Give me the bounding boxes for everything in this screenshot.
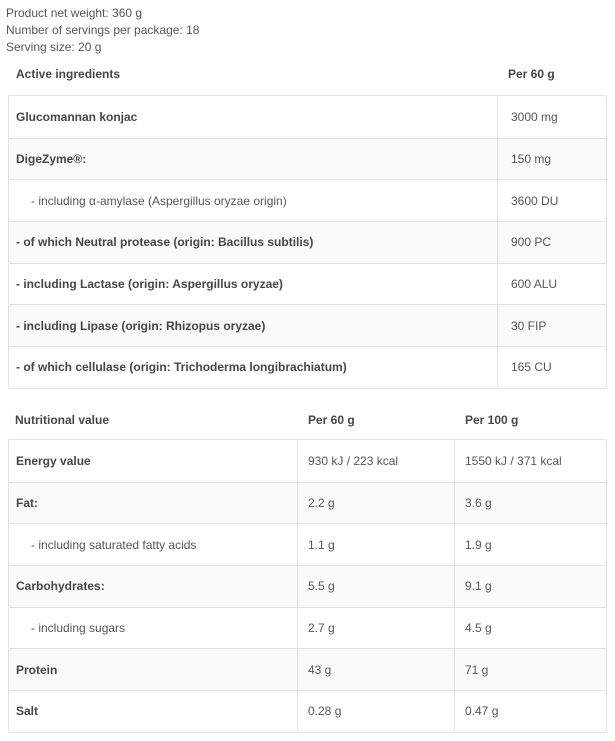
table-row	[9, 690, 606, 732]
table-row	[9, 304, 606, 346]
ingredient-label: - including Lipase (origin: Rhizopus oryzae)	[9, 305, 498, 346]
value-per-100g: 4.5 g	[465, 620, 492, 635]
value-per-100g: 1550 kJ / 371 kcal	[465, 453, 562, 468]
value-per-100g: 71 g	[465, 662, 489, 677]
table-row	[9, 96, 606, 138]
active-ingredients-header-row	[0, 67, 615, 80]
table-row	[9, 648, 606, 690]
table-row	[9, 138, 606, 180]
nutritional-per-60g-header: Per 60 g	[308, 412, 355, 427]
table-row	[9, 523, 606, 565]
active-ingredients-per-60g-header: Per 60 g	[508, 67, 555, 81]
ingredient-label: - of which cellulase (origin: Trichoderma longibrachiatum)	[9, 347, 498, 388]
product-net-weight: Product net weight: 360 g	[6, 6, 143, 20]
ingredient-label: Glucomannan konjac	[9, 96, 498, 138]
product-info	[0, 0, 615, 56]
ingredient-amount: 3000 mg	[511, 109, 558, 124]
servings-per-package: Number of servings per package: 18	[6, 23, 200, 37]
ingredient-amount: 3600 DU	[511, 193, 559, 208]
nutrient-label: Fat:	[9, 483, 298, 524]
nutrient-label: Energy value	[9, 440, 298, 482]
nutritional-value-title: Nutritional value	[15, 412, 110, 427]
table-row	[9, 565, 606, 607]
nutritional-value-table	[8, 439, 607, 733]
nutrient-label: Carbohydrates:	[9, 566, 298, 607]
ingredient-amount: 165 CU	[511, 360, 552, 375]
nutrient-label: Protein	[9, 649, 298, 690]
value-per-60g: 2.7 g	[298, 608, 455, 649]
value-per-60g: 1.1 g	[298, 524, 455, 565]
ingredient-label: - of which Neutral protease (origin: Bacillus subtilis)	[9, 222, 498, 263]
value-per-100g: 0.47 g	[465, 704, 499, 719]
serving-size: Serving size: 20 g	[6, 40, 102, 54]
ingredient-amount: 150 mg	[511, 152, 552, 167]
value-per-60g: 43 g	[298, 649, 455, 690]
ingredient-label: - including Lactase (origin: Aspergillus oryzae)	[9, 264, 498, 305]
ingredient-label: - including α-amylase (Aspergillus oryzae origin)	[9, 180, 498, 221]
value-per-100g: 1.9 g	[465, 537, 492, 552]
value-per-100g: 9.1 g	[465, 579, 492, 594]
value-per-60g: 0.28 g	[298, 691, 455, 732]
active-ingredients-table	[8, 95, 607, 389]
table-row	[9, 482, 606, 524]
ingredient-amount: 600 ALU	[511, 277, 558, 292]
table-row	[9, 179, 606, 221]
table-row	[9, 221, 606, 263]
nutrient-label: - including saturated fatty acids	[9, 524, 298, 565]
table-row	[9, 346, 606, 388]
table-row	[9, 607, 606, 649]
value-per-60g: 2.2 g	[298, 483, 455, 524]
value-per-60g: 5.5 g	[298, 566, 455, 607]
nutrient-label: Salt	[9, 691, 298, 732]
nutrient-label: - including sugars	[9, 608, 298, 649]
table-row	[9, 440, 606, 482]
nutritional-value-header-row	[0, 413, 615, 426]
ingredient-amount: 30 FIP	[511, 318, 547, 333]
active-ingredients-title: Active ingredients	[16, 67, 121, 81]
value-per-60g: 930 kJ / 223 kcal	[298, 440, 455, 482]
value-per-100g: 3.6 g	[465, 495, 492, 510]
table-row	[9, 263, 606, 305]
ingredient-amount: 900 PC	[511, 235, 552, 250]
ingredient-label: DigeZyme®:	[9, 139, 498, 180]
nutritional-per-100g-header: Per 100 g	[465, 412, 519, 427]
